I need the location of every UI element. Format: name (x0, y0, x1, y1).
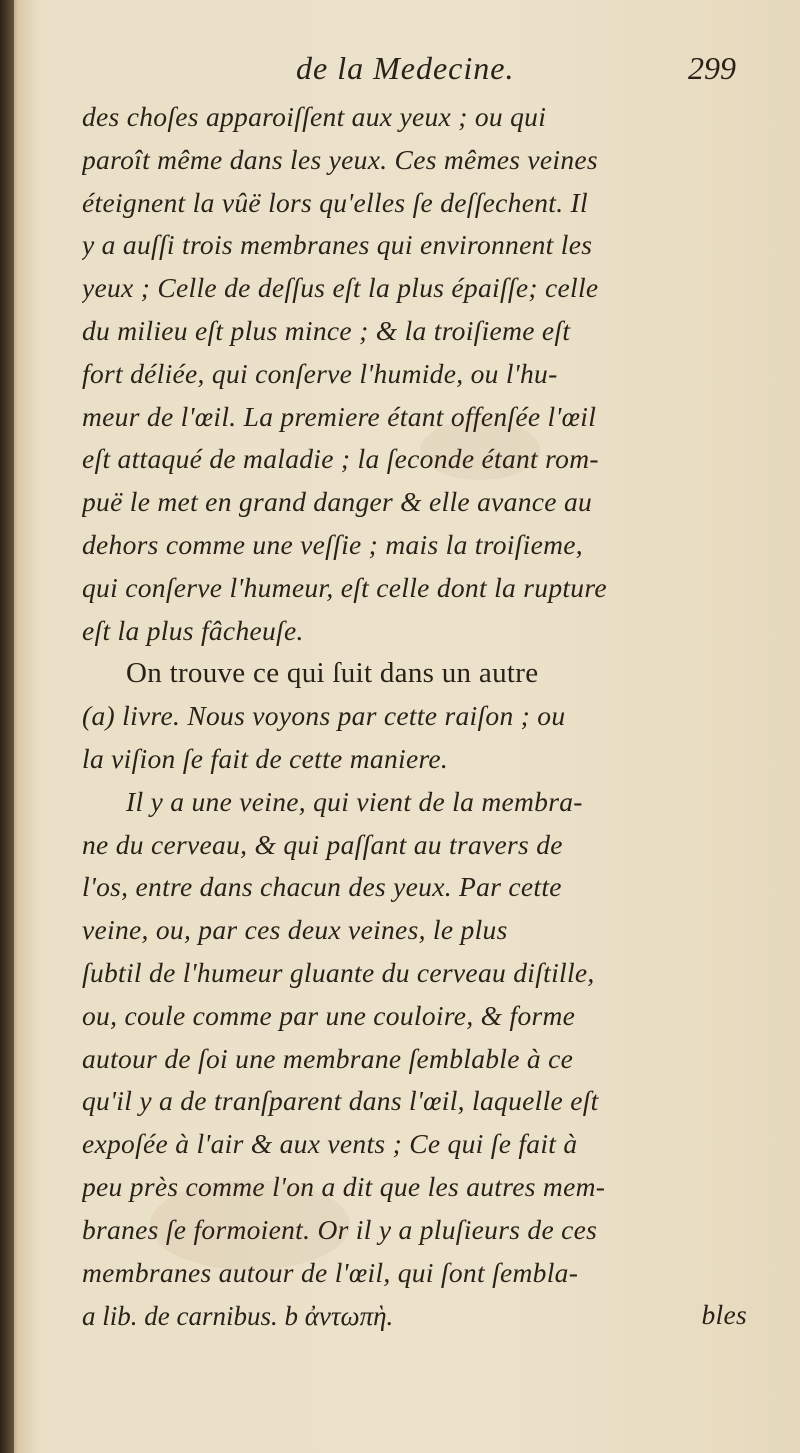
text-line: membranes autour de l'œil, qui ſont ſembla- (82, 1256, 579, 1288)
text-line: l'os, entre dans chacun des yeux. Par cette (82, 871, 562, 903)
text-line: des choſes apparoiſſent aux yeux ; ou qui (82, 101, 547, 132)
text-line: ou, coule comme par une couloire, & forme (82, 999, 576, 1031)
body-text (82, 96, 747, 1337)
text-line: branes ſe formoient. Or il y a pluſieurs de ces (82, 1213, 598, 1245)
text-line: dehors comme une veſſie ; mais la troiſieme, (82, 528, 583, 560)
text-line: eſt la plus fâcheuſe. (82, 614, 304, 646)
text-line: éteignent la vûë lors qu'elles ſe deſſechent. Il (82, 186, 588, 218)
text-line: ne du cerveau, & qui paſſant au travers de (82, 828, 563, 860)
text-line: veine, ou, par ces deux veines, le plus (82, 914, 508, 946)
running-head-title: de la Medecine. (296, 50, 515, 86)
running-head (296, 50, 736, 90)
text-line: meur de l'œil. La premiere étant offenſée l'œil (82, 400, 597, 432)
book-spine (0, 0, 14, 1453)
text-line: expoſée à l'air & aux vents ; Ce qui ſe fait à (82, 1128, 578, 1160)
text-line: qu'il y a de tranſparent dans l'œil, laquelle eſt (82, 1085, 599, 1117)
text-line: On trouve ce qui ſuit dans un autre (126, 657, 539, 690)
text-line: la viſion ſe fait de cette maniere. (82, 742, 449, 774)
text-line: fort déliée, qui conſerve l'humide, ou l'hu- (82, 357, 558, 389)
text-line: y a auſſi trois membranes qui environnent les (82, 229, 593, 261)
text-line: qui conſerve l'humeur, eſt celle dont la rupture (82, 571, 607, 603)
text-line: paroît même dans les yeux. Ces mêmes veines (82, 143, 598, 175)
footnote: a lib. de carnibus. b ἀντωπὴ. (82, 1301, 394, 1331)
text-line: du milieu eſt plus mince ; & la troiſieme eſt (82, 314, 571, 346)
text-line: peu près comme l'on a dit que les autres mem- (82, 1170, 606, 1202)
text-line: yeux ; Celle de deſſus eſt la plus épaiſſe; celle (82, 272, 599, 304)
catchword: bles (701, 1299, 747, 1331)
text-line: (a) livre. Nous voyons par cette raiſon ; ou (82, 700, 566, 732)
page-number: 299 (688, 50, 736, 86)
text-line: ſubtil de l'humeur gluante du cerveau diſtille, (82, 956, 595, 988)
text-line: puë le met en grand danger & elle avance au (82, 486, 593, 518)
text-line: Il y a une veine, qui vient de la membra- (126, 785, 583, 817)
text-line: eſt attaqué de maladie ; la ſeconde étant rom- (82, 443, 599, 475)
text-line: autour de ſoi une membrane ſemblable à ce (82, 1042, 574, 1074)
